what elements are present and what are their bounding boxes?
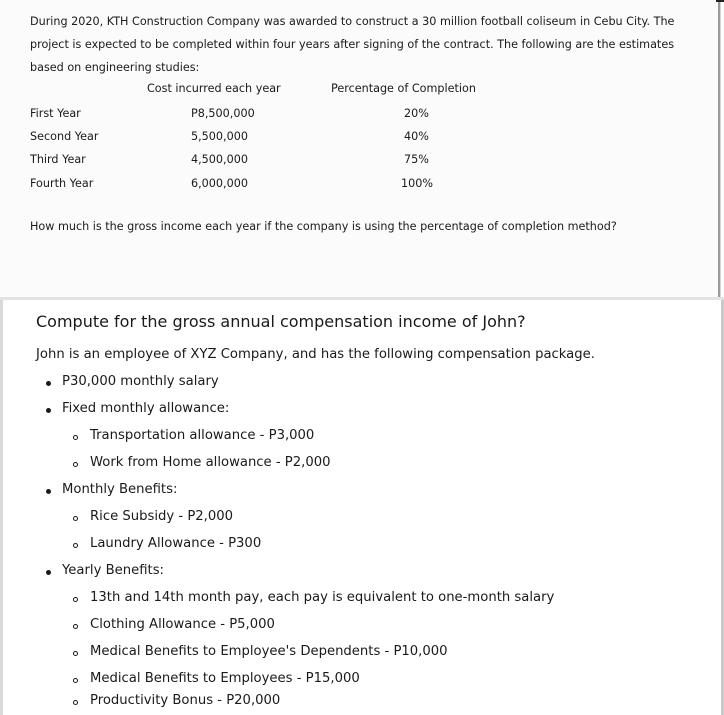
sub-bullet-icon <box>73 435 78 440</box>
row-cost: 5,500,000 <box>191 130 248 143</box>
bullet-icon <box>46 408 51 413</box>
row-percentage: 75% <box>404 153 429 166</box>
list-item: Medical Benefits to Employees - P15,000 <box>90 671 360 686</box>
row-cost: P8,500,000 <box>191 107 255 120</box>
row-label: Second Year <box>30 130 99 143</box>
list-item: Laundry Allowance - P300 <box>90 536 262 551</box>
row-cost: 6,000,000 <box>191 177 248 190</box>
problem2-intro: John is an employee of XYZ Company, and has the following compensation package. <box>36 347 595 362</box>
list-item: Transportation allowance - P3,000 <box>90 428 315 443</box>
list-item: Monthly Benefits: <box>62 482 178 497</box>
sub-bullet-icon <box>73 624 78 629</box>
list-item: Medical Benefits to Employee's Dependents - P10,000 <box>90 644 448 659</box>
sub-bullet-icon <box>73 597 78 602</box>
list-item: Clothing Allowance - P5,000 <box>90 617 275 632</box>
list-item: Rice Subsidy - P2,000 <box>90 509 234 524</box>
sub-bullet-icon <box>73 678 78 683</box>
corner-mark <box>716 0 724 2</box>
panel-border <box>0 300 3 715</box>
sub-bullet-icon <box>73 651 78 656</box>
problem2-heading: Compute for the gross annual compensation income of John? <box>36 312 526 331</box>
problem1-intro: During 2020, KTH Construction Company was awarded to construct a 30 million football coliseum in Cebu City. The project is expected to be completed within four years after signing of the contract. The following are the estimates based on engineering studies: <box>30 15 675 74</box>
sub-bullet-icon <box>73 543 78 548</box>
list-item: Fixed monthly allowance: <box>62 401 230 416</box>
bullet-icon <box>46 570 51 575</box>
row-cost: 4,500,000 <box>191 153 248 166</box>
list-item: Work from Home allowance - P2,000 <box>90 455 331 470</box>
list-item: P30,000 monthly salary <box>62 374 219 389</box>
list-item: Productivity Bonus - P20,000 <box>90 693 281 708</box>
sub-bullet-icon <box>73 462 78 467</box>
list-item: Yearly Benefits: <box>62 563 165 578</box>
row-percentage: 40% <box>404 130 429 143</box>
row-label: Third Year <box>30 153 86 166</box>
column-header-cost: Cost incurred each year <box>147 82 281 95</box>
row-percentage: 100% <box>401 177 433 190</box>
row-percentage: 20% <box>404 107 429 120</box>
list-item: 13th and 14th month pay, each pay is equivalent to one-month salary <box>90 590 555 605</box>
problem1-question: How much is the gross income each year if the company is using the percentage of completion method? <box>30 220 617 233</box>
bullet-icon <box>46 489 51 494</box>
bullet-icon <box>46 381 51 386</box>
panel-border <box>718 0 720 297</box>
row-label: First Year <box>30 107 81 120</box>
sub-bullet-icon <box>73 700 78 705</box>
sub-bullet-icon <box>73 516 78 521</box>
row-label: Fourth Year <box>30 177 94 190</box>
column-header-percentage: Percentage of Completion <box>331 82 476 95</box>
